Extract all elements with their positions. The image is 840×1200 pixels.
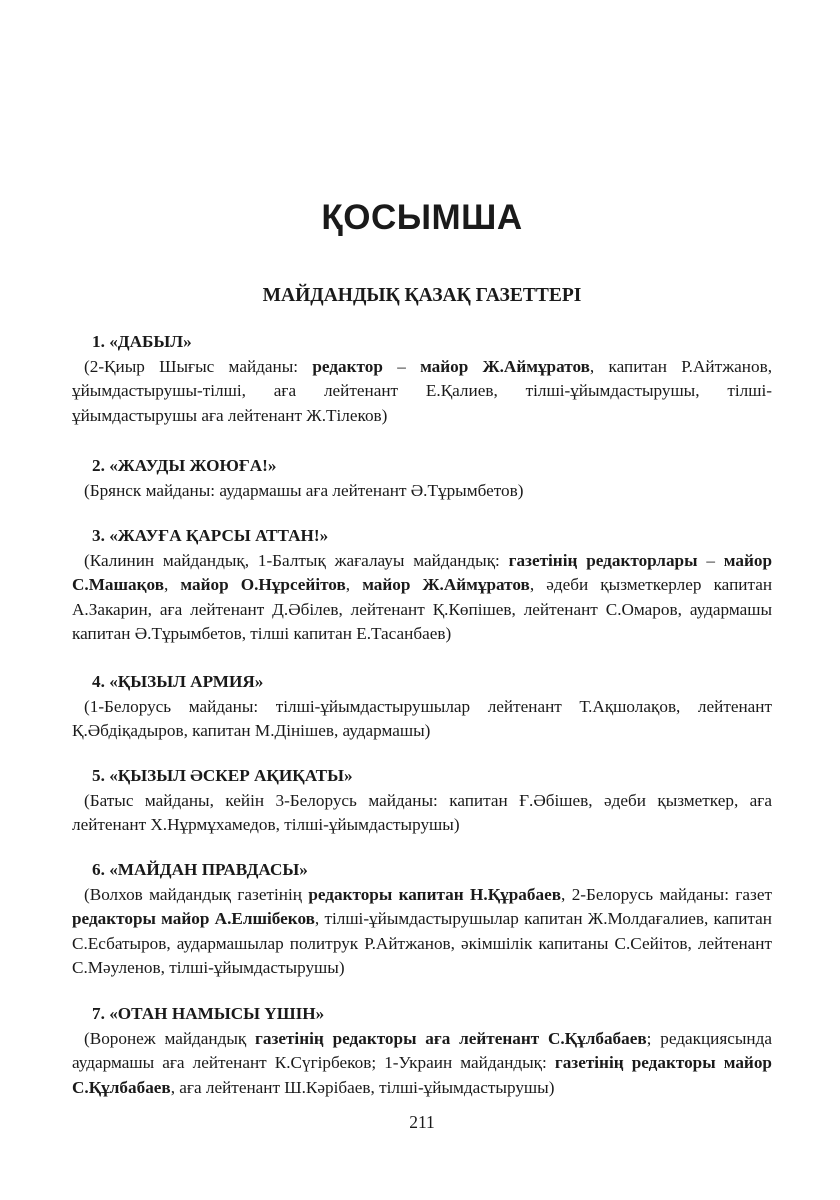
entry-text: (Калинин майдандық, 1-Балтық жағалауы майдандық: xyxy=(84,550,509,570)
entry-text: , әдеби қызметкерлер капитан А.Закарин, аға лейтенант Д.Әбілев, лейтенант Қ.Көпішев, лейтенант С.Омаров, аудармашы капитан Ә.Тұрымбетов, тілші капитан Е.Тасанбаев) xyxy=(72,575,773,644)
entry-text: (Воронеж майдандық xyxy=(84,1028,256,1048)
entry-text: (Брянск майданы: аудармашы аға лейтенант Ә.Тұрымбетов) xyxy=(84,480,524,500)
entry-zhaudy-zhoyuga xyxy=(72,454,772,503)
entry-text: , 2-Белорусь майданы: газет xyxy=(561,884,772,904)
entry-text: , xyxy=(345,575,363,595)
entry-text: , аға лейтенант Ш.Кәрібаев, тілші-ұйымдастырушы) xyxy=(170,1077,555,1097)
entry-kyzyl-asker-akikaty xyxy=(72,764,772,838)
entry-text-bold: газетінің редакторы аға лейтенант С.Құлбабаев xyxy=(255,1028,647,1048)
entry-maidan-pravdasy xyxy=(72,858,772,981)
entry-text-bold: газетінің редакторлары xyxy=(508,550,698,570)
entry-text: , капитан Р.Айтжанов, ұйымдастырушы-тілші, аға лейтенант Е.Қалиев, тілші-ұйымдастырушы, тілші-ұйымдастырушы аға лейтенант Ж.Тілеков) xyxy=(72,356,773,425)
entry-text: , тілші-ұйымдастырушылар капитан Ж.Молдағалиев, капитан С.Есбатыров, аудармашылар политрук Р.Айтжанов, әкімшілік капитаны С.Сейітов, лейтенант С.Мәуленов, тілші-ұйымдастырушы) xyxy=(72,909,772,978)
entry-text-bold: газетінің редакторы майор С.Құлбабаев xyxy=(72,1053,772,1097)
section-subtitle: МАЙДАНДЫҚ ҚАЗАҚ ГАЗЕТТЕРІ xyxy=(262,285,582,306)
entry-text-bold: майор Ж.Аймұратов xyxy=(362,575,530,595)
entry-body xyxy=(72,1027,772,1101)
entry-heading: 1. «ДАБЫЛ» xyxy=(92,332,192,351)
entry-text: – xyxy=(697,550,724,570)
entry-text-bold: майор Ж.Аймұратов xyxy=(420,356,590,376)
page-number: 211 xyxy=(409,1112,435,1132)
entry-text: , xyxy=(163,575,181,595)
entry-text: (Батыс майданы, кейін 3-Белорусь майданы: капитан Ғ.Әбішев, әдеби қызметкер, аға лейтенант Х.Нұрмұхамедов, тілші-ұйымдастырушы) xyxy=(72,790,772,835)
entry-text: ; редакциясында аудармашы аға лейтенант К.Сүгірбеков; 1-Украин майдандық: xyxy=(72,1028,772,1073)
entry-zhauga-karsy-attan xyxy=(72,524,772,647)
entry-body xyxy=(72,695,772,744)
entry-heading: 6. «МАЙДАН ПРАВДАСЫ» xyxy=(92,860,308,879)
entry-heading: 5. «ҚЫЗЫЛ ӘСКЕР АҚИҚАТЫ» xyxy=(92,766,353,785)
entry-otan-namysy-ushin xyxy=(72,1002,772,1100)
entry-heading: 4. «ҚЫЗЫЛ АРМИЯ» xyxy=(92,672,264,691)
entry-heading: 3. «ЖАУҒА ҚАРСЫ АТТАН!» xyxy=(92,526,329,545)
entry-text-bold: редакторы капитан Н.Құрабаев xyxy=(308,884,561,904)
entry-heading: 7. «ОТАН НАМЫСЫ ҮШІН» xyxy=(92,1004,325,1023)
entry-heading: 2. «ЖАУДЫ ЖОЮҒА!» xyxy=(92,456,277,475)
entry-dabyl xyxy=(72,330,772,428)
entry-body xyxy=(72,479,772,504)
entry-kyzyl-armiya xyxy=(72,670,772,744)
entry-text-bold: редакторы майор А.Елшібеков xyxy=(72,909,315,929)
entry-body xyxy=(72,355,772,429)
page-title: ҚОСЫМША xyxy=(321,198,523,237)
entry-body xyxy=(72,883,772,981)
entry-text: (Волхов майдандық газетінің xyxy=(84,884,309,904)
entry-text: (2-Қиыр Шығыс майданы: xyxy=(84,356,313,376)
entry-body xyxy=(72,549,772,647)
entry-text: (1-Белорусь майданы: тілші-ұйымдастырушылар лейтенант Т.Ақшолақов, лейтенант Қ.Әбдіқадыров, капитан М.Дінішев, аудармашы) xyxy=(72,696,772,741)
entry-text-bold: редактор xyxy=(312,356,383,376)
entry-text: – xyxy=(382,356,421,376)
entry-text-bold: майор С.Машақов xyxy=(72,550,773,595)
entry-text-bold: майор О.Нұрсейітов xyxy=(180,575,346,595)
entry-body xyxy=(72,789,772,838)
